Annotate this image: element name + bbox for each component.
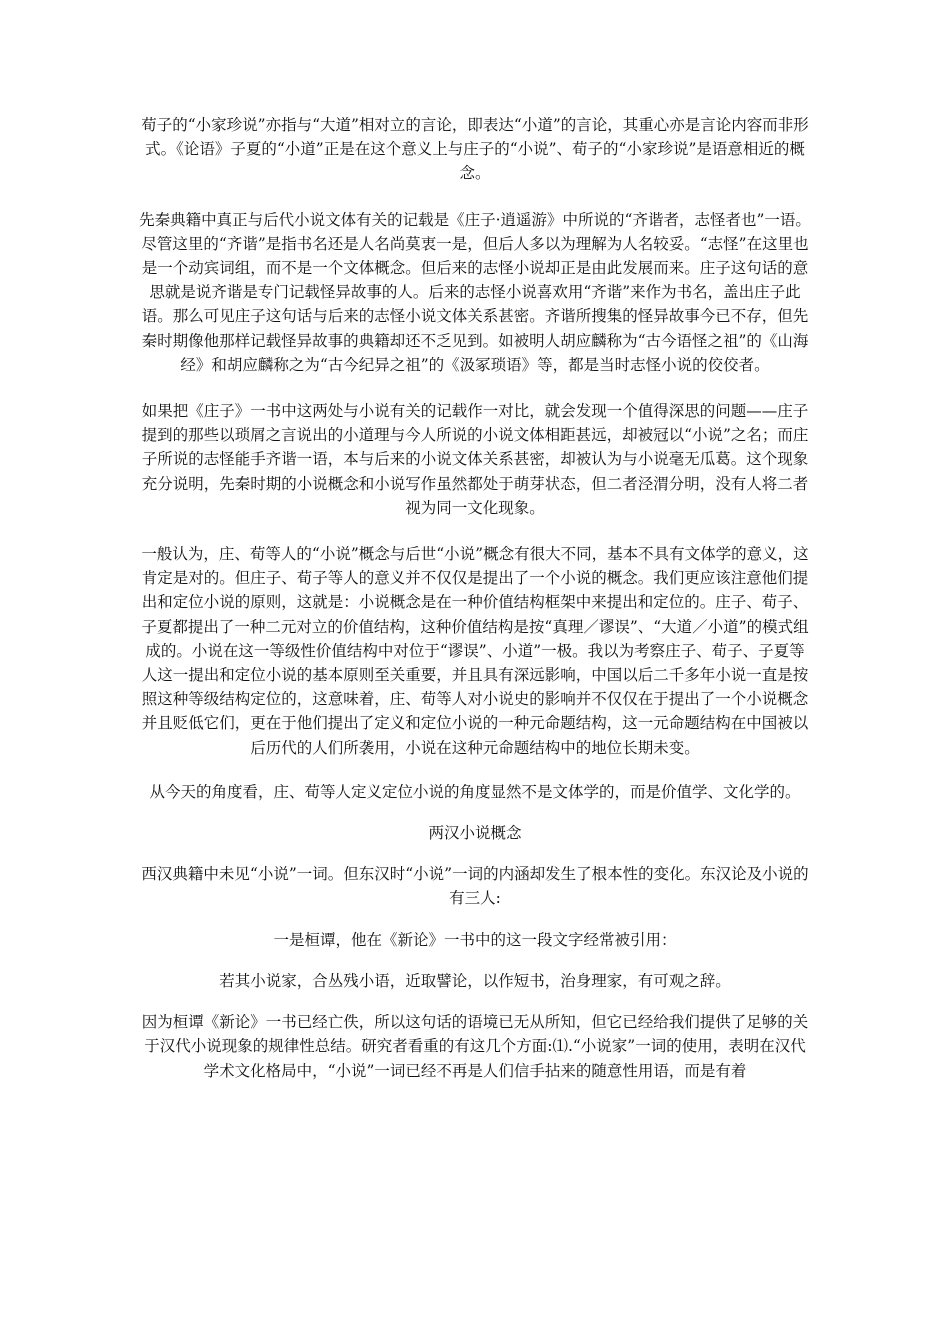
paragraph-modern-perspective: 从今天的角度看，庄、荀等人定义定位小说的角度显然不是文体学的，而是价值学、文化学的。 (149, 782, 801, 801)
paragraph-value-structure: 一般认为，庄、荀等人的“小说”概念与后世“小说”概念有很大不同，基本不具有文体学的意义，这肯定是对的。但庄子、荀子等人的意义并不仅仅是提出了一个小说的概念。我们更应该注意他们提出和定位小说的原则，这就是：小说概念是在一种价值结构框架中来提出和定位的。庄子、荀子、子夏都提出了一种二元对立的价值结构，这种价值结构是按“真理／谬误”、“大道／小道”的模式组成的。小说在这一等级性价值结构中对位于“谬误”、小道”一极。我以为考察庄子、荀子、子夏等人这一提出和定位小说的基本原则至关重要，并且具有深远影响，中国以后二千多年小说一直是按照这种等级结构定位的，这意味着，庄、荀等人对小说史的影响并不仅仅在于提出了一个小说概念并且贬低它们，更在于他们提出了定义和定位小说的一种元命题结构，这一元命题结构在中国被以后历代的人们所袭用，小说在这种元命题结构中的地位长期未变。 (141, 545, 809, 757)
quotation-xinlun: 若其小说家，合丛残小语，近取譬论，以作短书，治身理家，有可观之辞。 (219, 971, 731, 990)
paragraph-xunzi-xiaodao: 荀子的“小家珍说”亦指与“大道”相对立的言论，即表达“小道”的言论，其重心亦是言论内容而非形式。《论语》子夏的“小道”正是在这个意义上与庄子的“小说”、荀子的“小家珍说”是语意相近的概念。 (141, 116, 809, 183)
section-heading: 两汉小说概念 (428, 824, 522, 843)
paragraph-han-intro: 西汉典籍中未见“小说”一词。但东汉时“小说”一词的内涵却发生了根本性的变化。东汉论及小说的有三人: (141, 865, 809, 908)
document-page (138, 113, 812, 1083)
paragraph-huantan-intro: 一是桓谭，他在《新论》一书中的这一段文字经常被引用： (273, 930, 677, 949)
paragraph-qixie-zhiguai: 先秦典籍中真正与后代小说文体有关的记载是《庄子·逍遥游》中所说的“齐谐者，志怪者也”一语。尽管这里的“齐谐”是指书名还是人名尚莫衷一是，但后人多以为理解为人名较妥。“志怪”在这里也是一个动宾词组，而不是一个文体概念。但后来的志怪小说却正是由此发展而来。庄子这句话的意思就是说齐谐是专门记载怪异故事的人。后来的志怪小说喜欢用“齐谐”来作为书名，盖出庄子此语。那么可见庄子这句话与后来的志怪小说文体关系甚密。齐谐所搜集的怪异故事今已不存，但先秦时期像他那样记载怪异故事的典籍却还不乏见到。如被明人胡应麟称为“古今语怪之祖”的《山海经》和胡应麟称之为“古今纪异之祖”的《汲冢琐语》等，都是当时志怪小说的佼佼者。 (139, 210, 811, 374)
paragraph-xinlun-analysis: 因为桓谭《新论》一书已经亡佚，所以这句话的语境已无从所知，但它已经给我们提供了足够的关于汉代小说现象的规律性总结。研究者看重的有这几个方面:⑴.“小说家”一词的使用，表明在汉代学术文化格局中，“小说”一词已经不再是人们信手拈来的随意性用语，而是有着 (141, 1013, 809, 1080)
paragraph-zhuangzi-comparison: 如果把《庄子》一书中这两处与小说有关的记载作一对比，就会发现一个值得深思的问题——庄子提到的那些以琐屑之言说出的小道理与今人所说的小说文体相距甚远，却被冠以“小说”之名；而庄子所说的志怪能手齐谐一语，本与后来的小说文体关系甚密，却被认为与小说毫无瓜葛。这个现象充分说明，先秦时期的小说概念和小说写作虽然都处于萌芽状态，但二者泾渭分明，没有人将二者视为同一文化现象。 (141, 402, 809, 517)
